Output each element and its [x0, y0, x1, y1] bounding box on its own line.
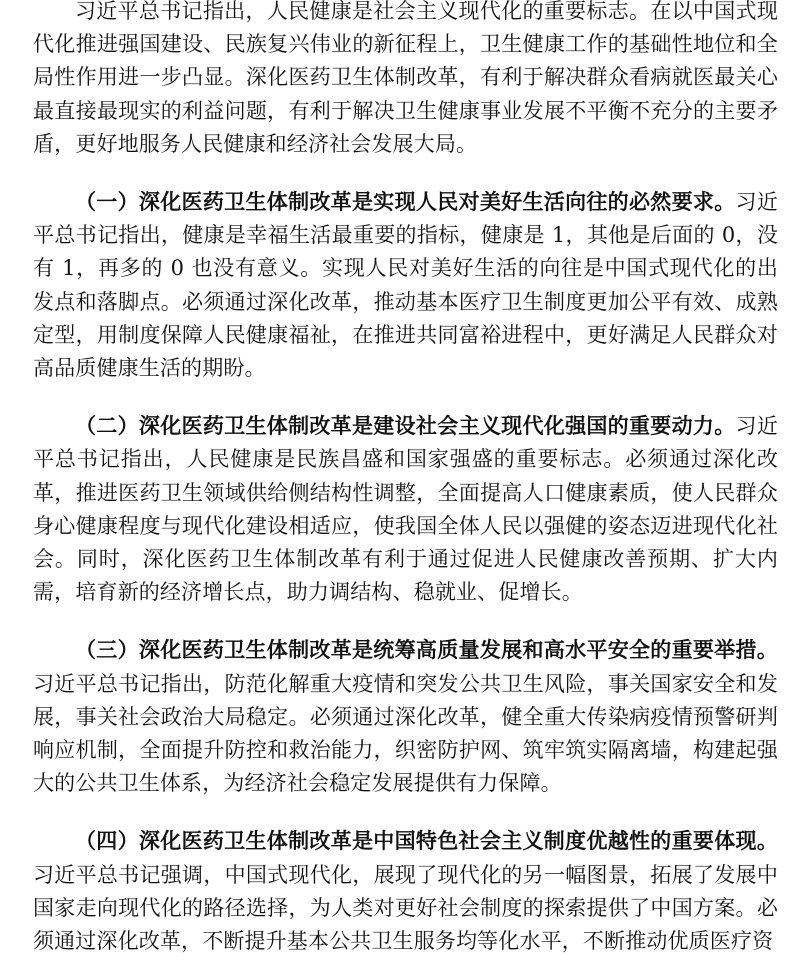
- paragraph-gap: [33, 800, 778, 824]
- section-paragraph-2: [33, 409, 778, 609]
- section-paragraph-4: [33, 824, 778, 958]
- section-heading-1: （一）深化医药卫生体制改革是实现人民对美好生活向往的必然要求。: [75, 189, 736, 215]
- intro-paragraph: 习近平总书记指出，人民健康是社会主义现代化的重要标志。在以中国式现代化推进强国建设、民族复兴伟业的新征程上，卫生健康工作的基础性地位和全局性作用进一步凸显。深化医药卫生体制改革，有利于解决群众看病就医最关心最直接最现实的利益问题，有利于解决卫生健康事业发展不平衡不充分的主要矛盾，更好地服务人民健康和经济社会发展大局。: [33, 0, 778, 156]
- section-body-2: 习近平总书记指出，人民健康是民族昌盛和国家强盛的重要标志。必须通过深化改革，推进医药卫生领域供给侧结构性调整，全面提高人口健康素质，使人民群众身心健康程度与现代化建设相适应，使我国全体人民以强健的姿态迈进现代化社会。同时，深化医药卫生体制改革有利于通过促进人民健康改善预期、扩大内需，培育新的经济增长点，助力调结构、稳就业、促增长。: [33, 414, 778, 605]
- section-paragraph-3: [33, 633, 778, 800]
- paragraph-gap: [33, 161, 778, 185]
- paragraph-gap: [33, 609, 778, 633]
- section-heading-3: （三）深化医药卫生体制改革是统筹高质量发展和高水平安全的重要举措。: [75, 637, 778, 663]
- paragraph-gap: [33, 385, 778, 409]
- section-body-3: 习近平总书记指出，防范化解重大疫情和突发公共卫生风险，事关国家安全和发展，事关社会政治大局稳定。必须通过深化改革，健全重大传染病疫情预警研判响应机制，全面提升防控和救治能力，织密防护网、筑牢筑实隔离墙，构建起强大的公共卫生体系，为经济社会稳定发展提供有力保障。: [33, 671, 778, 796]
- section-heading-2: （二）深化医药卫生体制改革是建设社会主义现代化强国的重要动力。: [75, 413, 736, 439]
- section-heading-4: （四）深化医药卫生体制改革是中国特色社会主义制度优越性的重要体现。: [75, 828, 778, 854]
- section-body-1: 习近平总书记指出，健康是幸福生活最重要的指标，健康是 1，其他是后面的 0，没有 1，再多的 0 也没有意义。实现人民对美好生活的向往是中国式现代化的出发点和落脚点。必须通过深化改革，推动基本医疗卫生制度更加公平有效、成熟定型，用制度保障人民健康福祉，在推进共同富裕进程中，更好满足人民群众对高品质健康生活的期盼。: [33, 190, 778, 381]
- section-body-4: 习近平总书记强调，中国式现代化，展现了现代化的另一幅图景，拓展了发展中国家走向现代化的路径选择，为人类对更好社会制度的探索提供了中国方案。必须通过深化改革，不断提升基本公共卫生服务均等化水平，不断推动优质医疗资: [33, 862, 778, 954]
- section-paragraph-1: [33, 185, 778, 385]
